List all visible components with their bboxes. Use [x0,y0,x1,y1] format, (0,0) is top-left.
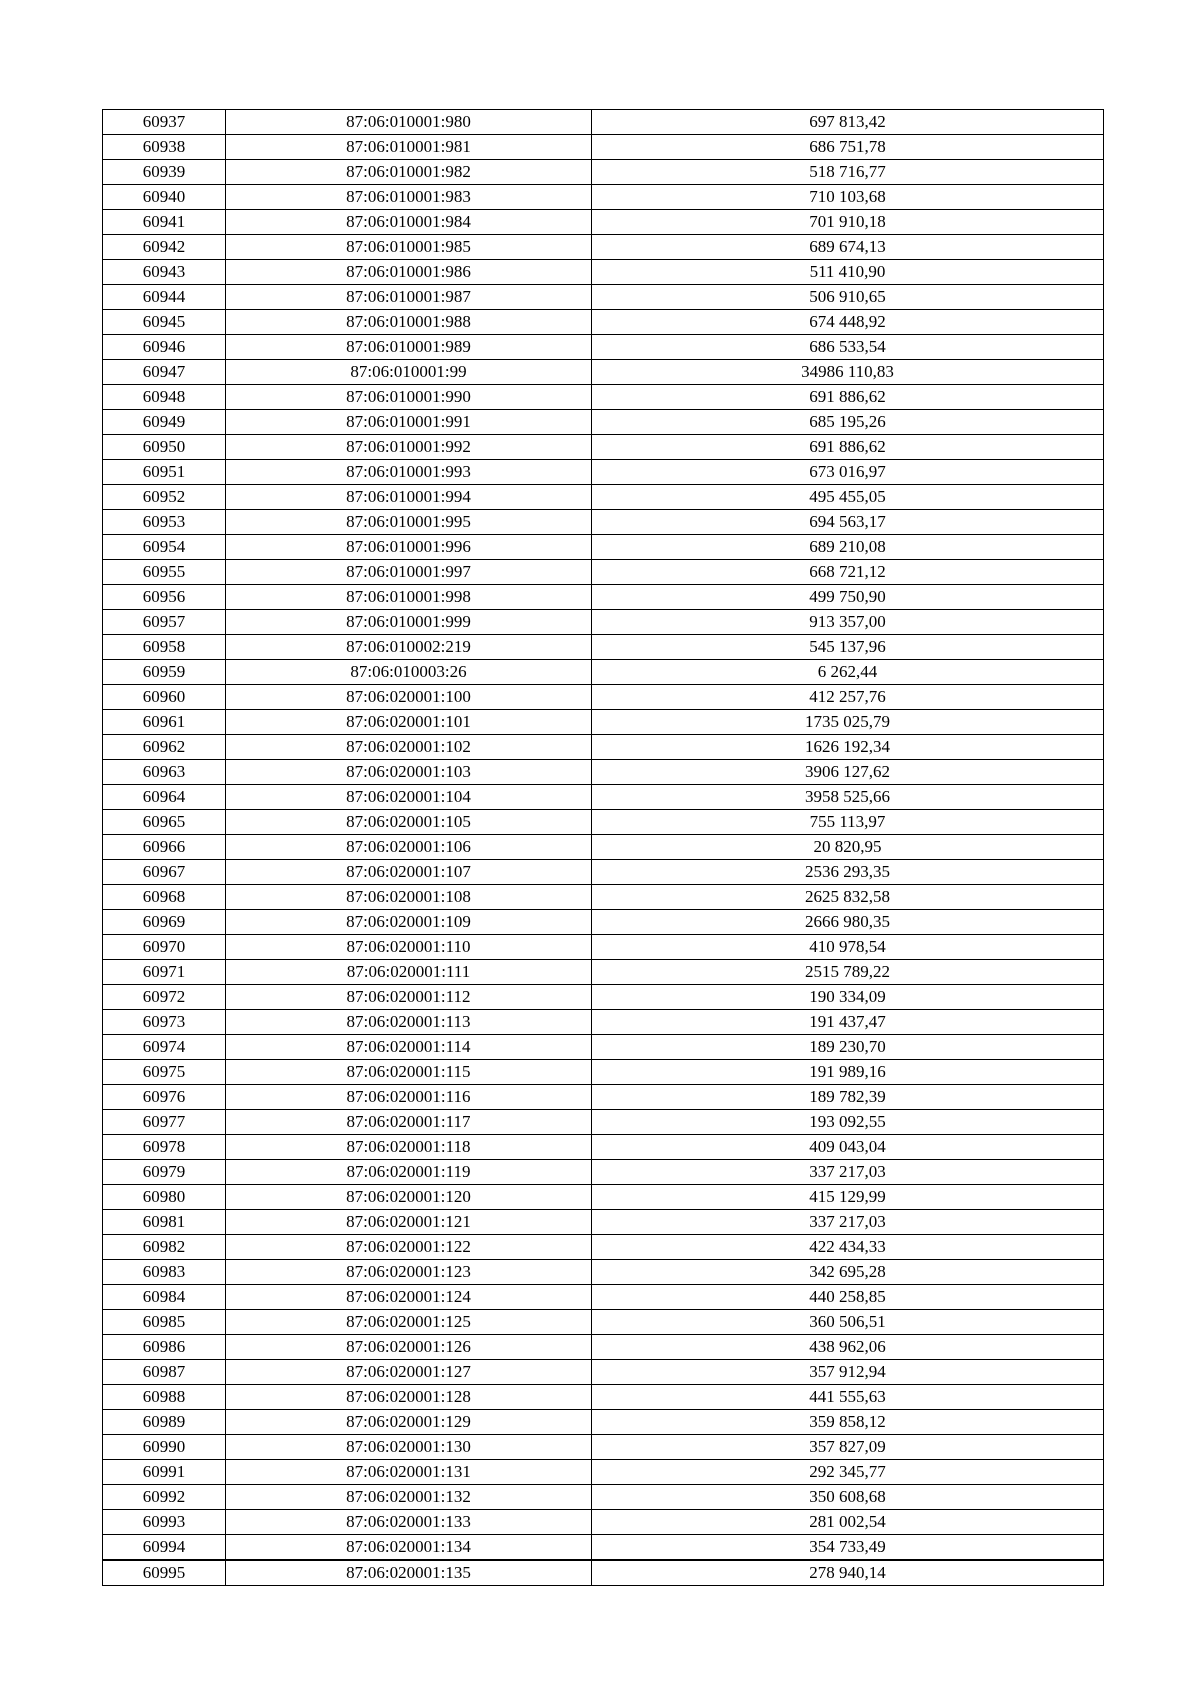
cadastral-number-cell: 87:06:020001:112 [226,985,592,1010]
row-number-cell: 60965 [103,810,226,835]
table-row [103,210,1104,235]
row-number-cell: 60947 [103,360,226,385]
cadastral-number-cell: 87:06:010001:992 [226,435,592,460]
table-body [103,110,1104,1586]
cadastral-value-cell: 511 410,90 [592,260,1104,285]
cadastral-value-cell: 2515 789,22 [592,960,1104,985]
cadastral-value-cell: 189 782,39 [592,1085,1104,1110]
cadastral-value-cell: 697 813,42 [592,110,1104,135]
cadastral-number-cell: 87:06:020001:107 [226,860,592,885]
row-number-cell: 60960 [103,685,226,710]
row-number-cell: 60991 [103,1460,226,1485]
cadastral-value-cell: 292 345,77 [592,1460,1104,1485]
row-number-cell: 60942 [103,235,226,260]
table-row [103,1410,1104,1435]
cadastral-value-cell: 2666 980,35 [592,910,1104,935]
cadastral-value-cell: 2536 293,35 [592,860,1104,885]
cadastral-number-cell: 87:06:020001:126 [226,1335,592,1360]
row-number-cell: 60952 [103,485,226,510]
table-row [103,660,1104,685]
table-row [103,785,1104,810]
cadastral-number-cell: 87:06:010001:981 [226,135,592,160]
table-row [103,1535,1104,1561]
table-row [103,985,1104,1010]
row-number-cell: 60995 [103,1560,226,1586]
table-row [103,260,1104,285]
table-row [103,860,1104,885]
cadastral-number-cell: 87:06:010001:990 [226,385,592,410]
row-number-cell: 60943 [103,260,226,285]
table-row [103,1210,1104,1235]
cadastral-value-cell: 2625 832,58 [592,885,1104,910]
table-row [103,1185,1104,1210]
cadastral-value-cell: 506 910,65 [592,285,1104,310]
cadastral-value-cell: 545 137,96 [592,635,1104,660]
cadastral-value-cell: 499 750,90 [592,585,1104,610]
table-row [103,1510,1104,1535]
cadastral-number-cell: 87:06:010001:999 [226,610,592,635]
table-row [103,1485,1104,1510]
table-row [103,1435,1104,1460]
row-number-cell: 60981 [103,1210,226,1235]
table-row [103,310,1104,335]
table-row [103,1060,1104,1085]
table-row [103,410,1104,435]
table-row [103,585,1104,610]
cadastral-value-cell: 190 334,09 [592,985,1104,1010]
row-number-cell: 60985 [103,1310,226,1335]
row-number-cell: 60946 [103,335,226,360]
cadastral-value-cell: 193 092,55 [592,1110,1104,1135]
cadastral-value-cell: 694 563,17 [592,510,1104,535]
table-row [103,1010,1104,1035]
table-row [103,510,1104,535]
row-number-cell: 60951 [103,460,226,485]
table-row [103,1560,1104,1586]
cadastral-value-cell: 674 448,92 [592,310,1104,335]
cadastral-value-cell: 673 016,97 [592,460,1104,485]
cadastral-value-cell: 710 103,68 [592,185,1104,210]
cadastral-value-cell: 191 989,16 [592,1060,1104,1085]
table-row [103,235,1104,260]
cadastral-value-cell: 357 827,09 [592,1435,1104,1460]
cadastral-number-cell: 87:06:020001:133 [226,1510,592,1535]
cadastral-number-cell: 87:06:010001:989 [226,335,592,360]
cadastral-value-cell: 691 886,62 [592,385,1104,410]
row-number-cell: 60941 [103,210,226,235]
cadastral-value-cell: 34986 110,83 [592,360,1104,385]
row-number-cell: 60986 [103,1335,226,1360]
cadastral-value-cell: 913 357,00 [592,610,1104,635]
table-row [103,760,1104,785]
table-row [103,610,1104,635]
cadastral-number-cell: 87:06:020001:124 [226,1285,592,1310]
table-row [103,960,1104,985]
row-number-cell: 60966 [103,835,226,860]
row-number-cell: 60968 [103,885,226,910]
cadastral-number-cell: 87:06:020001:129 [226,1410,592,1435]
cadastral-value-cell: 495 455,05 [592,485,1104,510]
table-row [103,910,1104,935]
table-row [103,1360,1104,1385]
cadastral-value-cell: 278 940,14 [592,1560,1104,1586]
table-row [103,110,1104,135]
table-row [103,735,1104,760]
cadastral-number-cell: 87:06:010002:219 [226,635,592,660]
row-number-cell: 60975 [103,1060,226,1085]
cadastral-number-cell: 87:06:010001:998 [226,585,592,610]
row-number-cell: 60955 [103,560,226,585]
row-number-cell: 60967 [103,860,226,885]
cadastral-number-cell: 87:06:010001:991 [226,410,592,435]
cadastral-value-cell: 518 716,77 [592,160,1104,185]
cadastral-value-cell: 354 733,49 [592,1535,1104,1561]
row-number-cell: 60971 [103,960,226,985]
row-number-cell: 60937 [103,110,226,135]
cadastral-number-cell: 87:06:020001:113 [226,1010,592,1035]
cadastral-value-cell: 189 230,70 [592,1035,1104,1060]
table-row [103,1385,1104,1410]
row-number-cell: 60948 [103,385,226,410]
cadastral-value-cell: 359 858,12 [592,1410,1104,1435]
row-number-cell: 60938 [103,135,226,160]
cadastral-number-cell: 87:06:020001:130 [226,1435,592,1460]
cadastral-value-cell: 668 721,12 [592,560,1104,585]
cadastral-number-cell: 87:06:020001:103 [226,760,592,785]
row-number-cell: 60963 [103,760,226,785]
table-row [103,685,1104,710]
cadastral-value-cell: 357 912,94 [592,1360,1104,1385]
cadastral-value-cell: 755 113,97 [592,810,1104,835]
row-number-cell: 60979 [103,1160,226,1185]
table-row [103,1085,1104,1110]
table-row [103,360,1104,385]
table-row [103,810,1104,835]
row-number-cell: 60992 [103,1485,226,1510]
cadastral-value-cell: 337 217,03 [592,1210,1104,1235]
cadastral-value-cell: 3906 127,62 [592,760,1104,785]
cadastral-number-cell: 87:06:020001:114 [226,1035,592,1060]
row-number-cell: 60978 [103,1135,226,1160]
cadastral-value-cell: 337 217,03 [592,1160,1104,1185]
cadastral-number-cell: 87:06:020001:120 [226,1185,592,1210]
cadastral-number-cell: 87:06:020001:118 [226,1135,592,1160]
table-row [103,185,1104,210]
cadastral-number-cell: 87:06:010001:983 [226,185,592,210]
cadastral-number-cell: 87:06:010001:995 [226,510,592,535]
table-row [103,160,1104,185]
table-row [103,1035,1104,1060]
cadastral-number-cell: 87:06:010001:987 [226,285,592,310]
cadastral-number-cell: 87:06:020001:115 [226,1060,592,1085]
row-number-cell: 60989 [103,1410,226,1435]
row-number-cell: 60953 [103,510,226,535]
row-number-cell: 60959 [103,660,226,685]
cadastral-value-cell: 1626 192,34 [592,735,1104,760]
cadastral-number-cell: 87:06:020001:110 [226,935,592,960]
row-number-cell: 60987 [103,1360,226,1385]
cadastral-value-cell: 438 962,06 [592,1335,1104,1360]
cadastral-number-cell: 87:06:020001:102 [226,735,592,760]
row-number-cell: 60974 [103,1035,226,1060]
row-number-cell: 60973 [103,1010,226,1035]
table-row [103,1235,1104,1260]
cadastral-number-cell: 87:06:020001:100 [226,685,592,710]
table-row [103,285,1104,310]
cadastral-value-cell: 422 434,33 [592,1235,1104,1260]
table-row [103,535,1104,560]
table-row [103,935,1104,960]
cadastral-value-cell: 412 257,76 [592,685,1104,710]
row-number-cell: 60990 [103,1435,226,1460]
row-number-cell: 60939 [103,160,226,185]
cadastral-number-cell: 87:06:020001:106 [226,835,592,860]
cadastral-number-cell: 87:06:020001:111 [226,960,592,985]
cadastral-value-cell: 409 043,04 [592,1135,1104,1160]
row-number-cell: 60970 [103,935,226,960]
cadastral-number-cell: 87:06:020001:134 [226,1535,592,1561]
cadastral-value-cell: 701 910,18 [592,210,1104,235]
cadastral-value-cell: 342 695,28 [592,1260,1104,1285]
cadastral-number-cell: 87:06:010001:994 [226,485,592,510]
row-number-cell: 60964 [103,785,226,810]
cadastral-number-cell: 87:06:020001:108 [226,885,592,910]
cadastral-number-cell: 87:06:020001:128 [226,1385,592,1410]
cadastral-number-cell: 87:06:010001:984 [226,210,592,235]
cadastral-value-cell: 685 195,26 [592,410,1104,435]
cadastral-number-cell: 87:06:010001:980 [226,110,592,135]
cadastral-value-cell: 686 751,78 [592,135,1104,160]
cadastral-number-cell: 87:06:020001:125 [226,1310,592,1335]
cadastral-number-cell: 87:06:010001:993 [226,460,592,485]
row-number-cell: 60956 [103,585,226,610]
table-row [103,1310,1104,1335]
cadastral-value-cell: 6 262,44 [592,660,1104,685]
cadastral-value-cell: 440 258,85 [592,1285,1104,1310]
table-row [103,710,1104,735]
cadastral-value-cell: 441 555,63 [592,1385,1104,1410]
row-number-cell: 60949 [103,410,226,435]
table-row [103,1335,1104,1360]
row-number-cell: 60940 [103,185,226,210]
cadastral-value-cell: 1735 025,79 [592,710,1104,735]
row-number-cell: 60962 [103,735,226,760]
table-row [103,560,1104,585]
table-row [103,1460,1104,1485]
row-number-cell: 60969 [103,910,226,935]
cadastral-value-cell: 689 674,13 [592,235,1104,260]
cadastral-value-cell: 415 129,99 [592,1185,1104,1210]
cadastral-value-cell: 686 533,54 [592,335,1104,360]
cadastral-number-cell: 87:06:020001:132 [226,1485,592,1510]
cadastral-number-cell: 87:06:020001:121 [226,1210,592,1235]
cadastral-value-cell: 350 608,68 [592,1485,1104,1510]
table-row [103,335,1104,360]
cadastral-value-cell: 20 820,95 [592,835,1104,860]
row-number-cell: 60984 [103,1285,226,1310]
table-row [103,460,1104,485]
row-number-cell: 60957 [103,610,226,635]
cadastral-value-cell: 410 978,54 [592,935,1104,960]
table-row [103,135,1104,160]
cadastral-number-cell: 87:06:020001:119 [226,1160,592,1185]
cadastral-number-cell: 87:06:010001:982 [226,160,592,185]
cadastral-number-cell: 87:06:020001:131 [226,1460,592,1485]
table-row [103,1260,1104,1285]
table-row [103,485,1104,510]
cadastral-number-cell: 87:06:020001:117 [226,1110,592,1135]
row-number-cell: 60977 [103,1110,226,1135]
cadastral-value-cell: 689 210,08 [592,535,1104,560]
cadastral-number-cell: 87:06:010001:996 [226,535,592,560]
cadastral-number-cell: 87:06:010001:988 [226,310,592,335]
cadastral-value-cell: 191 437,47 [592,1010,1104,1035]
row-number-cell: 60945 [103,310,226,335]
row-number-cell: 60994 [103,1535,226,1561]
cadastral-number-cell: 87:06:020001:109 [226,910,592,935]
cadastral-value-cell: 691 886,62 [592,435,1104,460]
cadastral-number-cell: 87:06:010003:26 [226,660,592,685]
cadastral-number-cell: 87:06:020001:135 [226,1560,592,1586]
cadastral-value-cell: 360 506,51 [592,1310,1104,1335]
row-number-cell: 60950 [103,435,226,460]
cadastral-number-cell: 87:06:020001:105 [226,810,592,835]
cadastral-number-cell: 87:06:010001:997 [226,560,592,585]
row-number-cell: 60983 [103,1260,226,1285]
row-number-cell: 60993 [103,1510,226,1535]
row-number-cell: 60988 [103,1385,226,1410]
cadastral-number-cell: 87:06:020001:116 [226,1085,592,1110]
cadastral-number-cell: 87:06:010001:99 [226,360,592,385]
cadastral-number-cell: 87:06:020001:101 [226,710,592,735]
table-row [103,1285,1104,1310]
row-number-cell: 60980 [103,1185,226,1210]
row-number-cell: 60982 [103,1235,226,1260]
cadastral-value-cell: 3958 525,66 [592,785,1104,810]
row-number-cell: 60976 [103,1085,226,1110]
table-row [103,1160,1104,1185]
table-row [103,435,1104,460]
table-row [103,635,1104,660]
table-row [103,385,1104,410]
cadastral-value-cell: 281 002,54 [592,1510,1104,1535]
cadastral-number-cell: 87:06:010001:985 [226,235,592,260]
cadastral-number-cell: 87:06:020001:122 [226,1235,592,1260]
cadastral-number-cell: 87:06:020001:104 [226,785,592,810]
cadastral-number-cell: 87:06:010001:986 [226,260,592,285]
row-number-cell: 60972 [103,985,226,1010]
table-row [103,885,1104,910]
row-number-cell: 60944 [103,285,226,310]
table-row [103,1135,1104,1160]
cadastral-number-cell: 87:06:020001:123 [226,1260,592,1285]
row-number-cell: 60958 [103,635,226,660]
cadastral-number-cell: 87:06:020001:127 [226,1360,592,1385]
row-number-cell: 60954 [103,535,226,560]
cadastral-value-table [102,109,1104,1586]
table-row [103,835,1104,860]
row-number-cell: 60961 [103,710,226,735]
table-row [103,1110,1104,1135]
